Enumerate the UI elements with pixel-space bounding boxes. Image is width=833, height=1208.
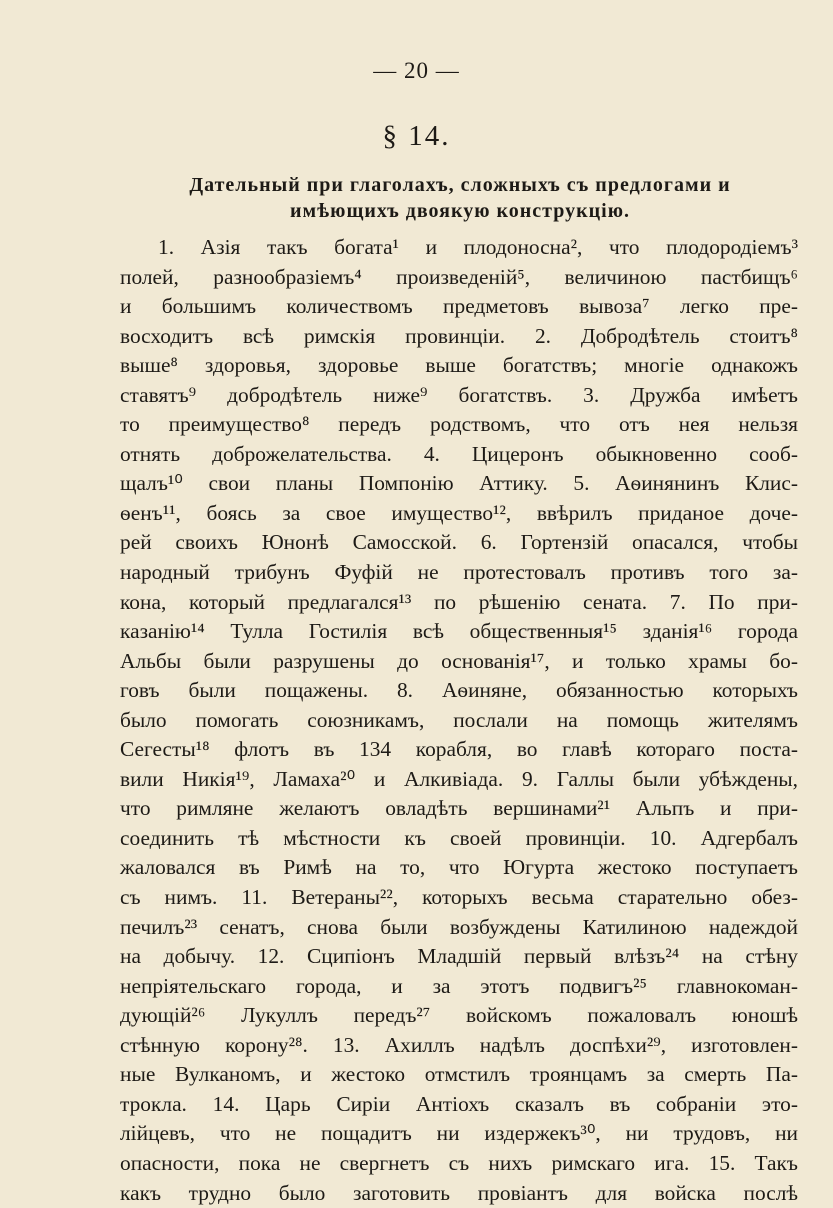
text-line: говъ были пощажены. 8. Аѳиняне, обязанностью которыхъ [120, 676, 798, 706]
text-line: ѳенъ¹¹, боясь за свое имущество¹², ввѣрилъ приданое доче- [120, 499, 798, 529]
section-title-line-2: имѣющихъ двоякую конструкцію. [290, 200, 630, 222]
text-line: жаловался въ Римѣ на то, что Югурта жестоко поступаетъ [120, 853, 798, 883]
text-line: ные Вулканомъ, и жестоко отмстилъ троянцамъ за смерть Па- [120, 1060, 798, 1090]
text-line: опасности, пока не свергнетъ съ нихъ римскаго ига. 15. Такъ [120, 1149, 798, 1179]
text-line: лійцевъ, что не пощадитъ ни издержекъ³⁰, ни трудовъ, ни [120, 1119, 798, 1149]
text-line: выше⁸ здоровья, здоровье выше богатствъ; многіе однакожъ [120, 351, 798, 381]
exercise-text [120, 233, 798, 1208]
page-number: — 20 — [0, 58, 833, 84]
text-line: Альбы были разрушены до основанія¹⁷, и только храмы бо- [120, 647, 798, 677]
text-line: ставятъ⁹ добродѣтель ниже⁹ богатствъ. 3. Дружба имѣетъ [120, 381, 798, 411]
text-line: что римляне желаютъ овладѣть вершинами²¹ Альпъ и при- [120, 794, 798, 824]
text-line: печилъ²³ сенатъ, снова были возбуждены Катилиною надеждой [120, 913, 798, 943]
section-title [150, 172, 770, 224]
text-line: 1. Азія такъ богата¹ и плодоносна², что плодородіемъ³ [120, 233, 798, 263]
text-line: и большимъ количествомъ предметовъ вывоза⁷ легко пре- [120, 292, 798, 322]
text-line: какъ трудно было заготовить провіантъ для войска послѣ [120, 1179, 798, 1208]
text-line: соединить тѣ мѣстности къ своей провинціи. 10. Адгербалъ [120, 824, 798, 854]
text-line: народный трибунъ Фуфій не протестовалъ противъ того за- [120, 558, 798, 588]
text-line: отнять доброжелательства. 4. Цицеронъ обыкновенно сооб- [120, 440, 798, 470]
text-line: щалъ¹⁰ свои планы Помпонію Аттику. 5. Аѳинянинъ Клис- [120, 469, 798, 499]
text-line: стѣнную корону²⁸. 13. Ахиллъ надѣлъ доспѣхи²⁹, изготовлен- [120, 1031, 798, 1061]
text-line: рей своихъ Юнонѣ Самосской. 6. Гортензій опасался, чтобы [120, 528, 798, 558]
text-line: на добычу. 12. Сципіонъ Младшій первый влѣзъ²⁴ на стѣну [120, 942, 798, 972]
text-line: непріятельскаго города, и за этотъ подвигъ²⁵ главнокоман- [120, 972, 798, 1002]
text-line: казанію¹⁴ Тулла Гостилія всѣ общественныя¹⁵ зданія¹⁶ города [120, 617, 798, 647]
text-line: восходитъ всѣ римскія провинціи. 2. Добродѣтель стоитъ⁸ [120, 322, 798, 352]
text-line: было помогать союзникамъ, послали на помощь жителямъ [120, 706, 798, 736]
text-line: Сегесты¹⁸ флотъ въ 134 корабля, во главѣ котораго поста- [120, 735, 798, 765]
text-line: кона, который предлагался¹³ по рѣшенію сената. 7. По при- [120, 588, 798, 618]
text-line: дующій²⁶ Лукуллъ передъ²⁷ войскомъ пожаловалъ юношѣ [120, 1001, 798, 1031]
text-line: вили Никія¹⁹, Ламаха²⁰ и Алкивіада. 9. Галлы были убѣждены, [120, 765, 798, 795]
text-line: то преимущество⁸ передъ родствомъ, что отъ нея нельзя [120, 410, 798, 440]
section-heading: § 14. [0, 120, 833, 153]
text-line: съ нимъ. 11. Ветераны²², которыхъ весьма старательно обез- [120, 883, 798, 913]
text-line: трокла. 14. Царь Сиріи Антіохъ сказалъ въ собраніи это- [120, 1090, 798, 1120]
section-title-line-1: Дательный при глаголахъ, сложныхъ съ предлогами и [189, 174, 730, 196]
text-line: полей, разнообразіемъ⁴ произведеній⁵, величиною пастбищъ⁶ [120, 263, 798, 293]
